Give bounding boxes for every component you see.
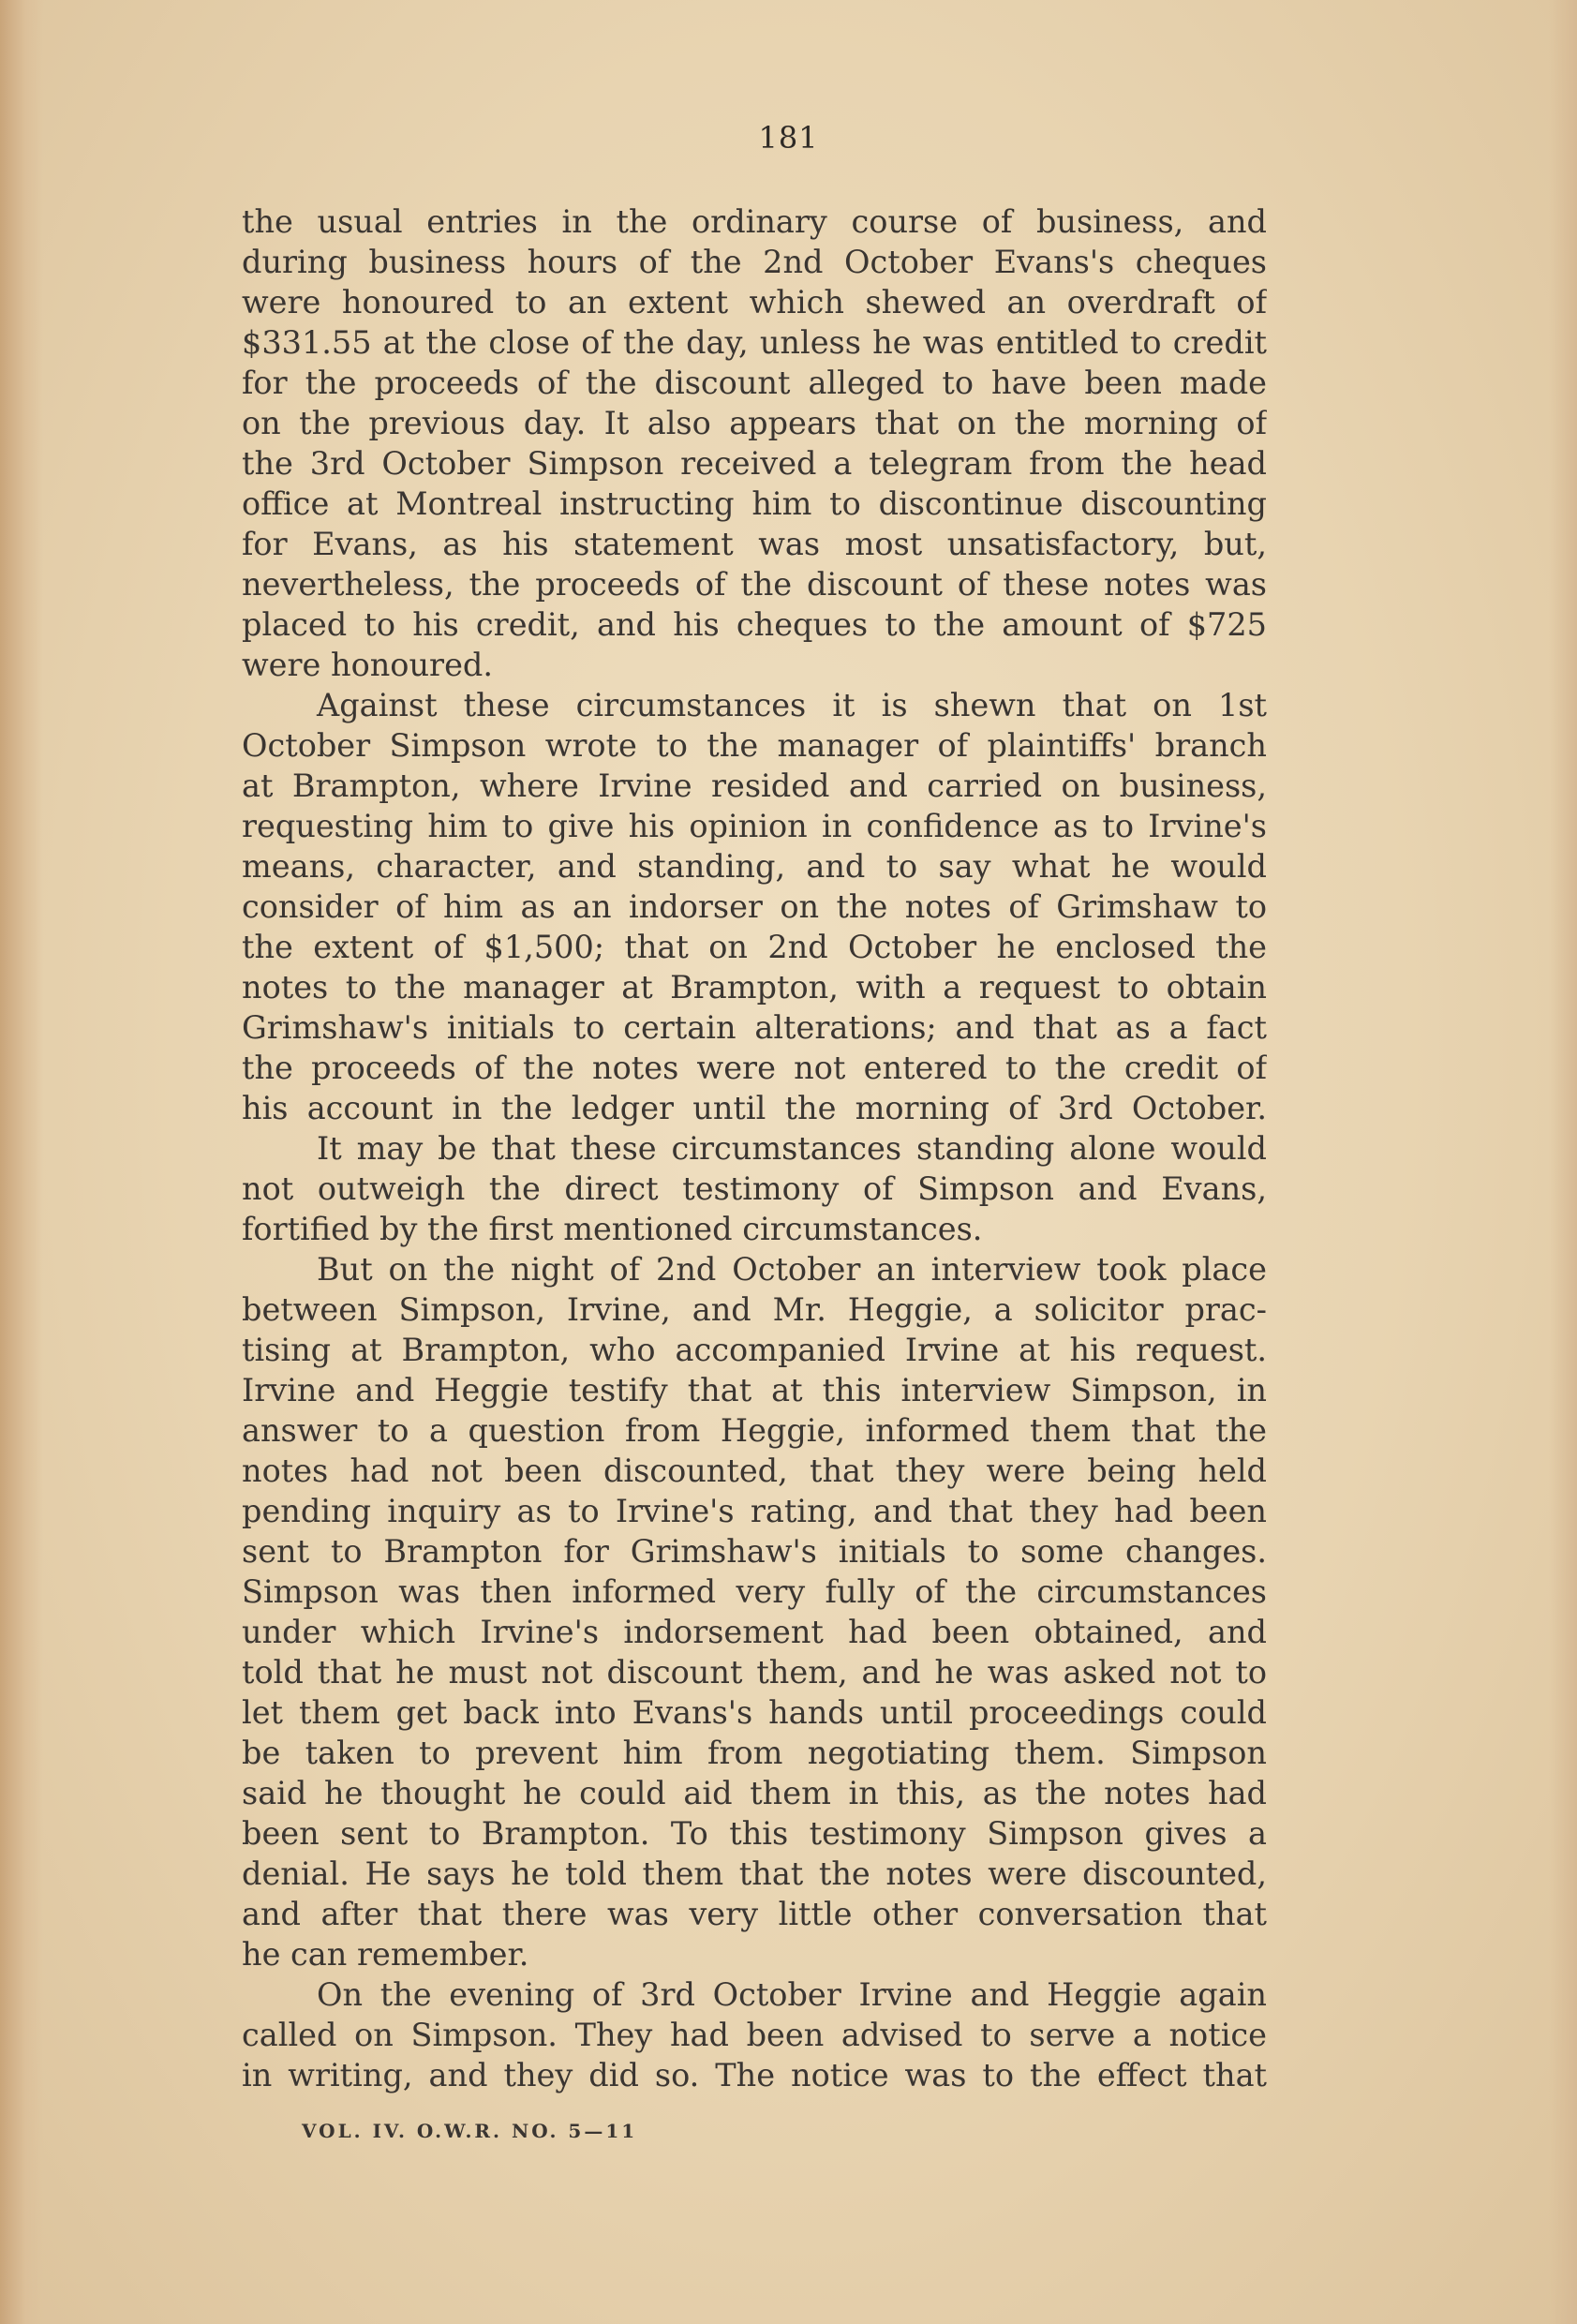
text-line: for the proceeds of the discount alleged to have been made (242, 365, 1267, 401)
printer-signature-mark: VOL. IV. O.W.R. NO. 5—11 (302, 2120, 638, 2142)
text-line: been sent to Brampton. To this testimony Simpson gives a (242, 1815, 1267, 1852)
text-line: $331.55 at the close of the day, unless he was entitled to credit (242, 324, 1267, 361)
text-line: the extent of $1,500; that on 2nd October he enclosed the (242, 929, 1267, 965)
text-line: On the evening of 3rd October Irvine and Heggie again (317, 1976, 1267, 2013)
text-line: the proceeds of the notes were not entered to the credit of (242, 1050, 1267, 1086)
text-line: during business hours of the 2nd October Evans's cheques (242, 244, 1267, 280)
text-line: the 3rd October Simpson received a telegram from the head (242, 445, 1267, 482)
text-line: the usual entries in the ordinary course of business, and (242, 203, 1267, 240)
text-line: be taken to prevent him from negotiating them. Simpson (242, 1735, 1267, 1771)
text-line: his account in the ledger until the morning of 3rd October. (242, 1090, 1267, 1126)
text-line: let them get back into Evans's hands until proceedings could (242, 1694, 1267, 1731)
text-line: denial. He says he told them that the notes were discounted, (242, 1855, 1267, 1892)
text-line: between Simpson, Irvine, and Mr. Heggie, a solicitor prac- (242, 1291, 1267, 1328)
text-line: means, character, and standing, and to say what he would (242, 848, 1267, 885)
text-line: It may be that these circumstances standing alone would (317, 1130, 1267, 1167)
text-line: at Brampton, where Irvine resided and carried on business, (242, 767, 1267, 804)
text-line: were honoured. (242, 647, 493, 683)
text-line: told that he must not discount them, and he was asked not to (242, 1654, 1267, 1691)
text-line: answer to a question from Heggie, informed them that the (242, 1412, 1267, 1449)
text-line: under which Irvine's indorsement had been obtained, and (242, 1614, 1267, 1650)
text-line: placed to his credit, and his cheques to the amount of $725 (242, 606, 1267, 643)
text-line: pending inquiry as to Irvine's rating, and that they had been (242, 1493, 1267, 1529)
text-line: consider of him as an indorser on the notes of Grimshaw to (242, 888, 1267, 925)
text-line: notes had not been discounted, that they were being held (242, 1452, 1267, 1489)
text-line: Grimshaw's initials to certain alterations; and that as a fact (242, 1009, 1267, 1046)
text-line: in writing, and they did so. The notice was to the effect that (242, 2057, 1267, 2093)
text-line: on the previous day. It also appears that on the morning of (242, 405, 1267, 441)
text-line: requesting him to give his opinion in confidence as to Irvine's (242, 808, 1267, 844)
text-line: notes to the manager at Brampton, with a request to obtain (242, 969, 1267, 1006)
page-number: 181 (758, 120, 819, 156)
text-line: he can remember. (242, 1936, 529, 1973)
text-line: not outweigh the direct testimony of Simpson and Evans, (242, 1170, 1267, 1207)
text-line: Irvine and Heggie testify that at this interview Simpson, in (242, 1372, 1267, 1408)
text-line: and after that there was very little other conversation that (242, 1896, 1267, 1932)
page-edge-shadow-right (1549, 0, 1577, 2324)
text-line: said he thought he could aid them in this, as the notes had (242, 1775, 1267, 1811)
text-line: But on the night of 2nd October an interview took place (317, 1251, 1267, 1288)
page-edge-shadow-left (0, 0, 43, 2324)
text-line: Simpson was then informed very fully of the circumstances (242, 1573, 1267, 1610)
body-text (242, 201, 1267, 2095)
text-line: October Simpson wrote to the manager of plaintiffs' branch (242, 727, 1267, 764)
text-line: called on Simpson. They had been advised to serve a notice (242, 2017, 1267, 2053)
text-line: Against these circumstances it is shewn that on 1st (317, 687, 1267, 723)
text-line: fortified by the first mentioned circumstances. (242, 1211, 983, 1247)
text-line: sent to Brampton for Grimshaw's initials to some changes. (242, 1533, 1267, 1570)
text-line: for Evans, as his statement was most unsatisfactory, but, (242, 526, 1267, 562)
text-line: tising at Brampton, who accompanied Irvine at his request. (242, 1332, 1267, 1368)
text-line: office at Montreal instructing him to discontinue discounting (242, 485, 1267, 522)
text-line: nevertheless, the proceeds of the discount of these notes was (242, 566, 1267, 603)
text-line: were honoured to an extent which shewed an overdraft of (242, 284, 1267, 320)
